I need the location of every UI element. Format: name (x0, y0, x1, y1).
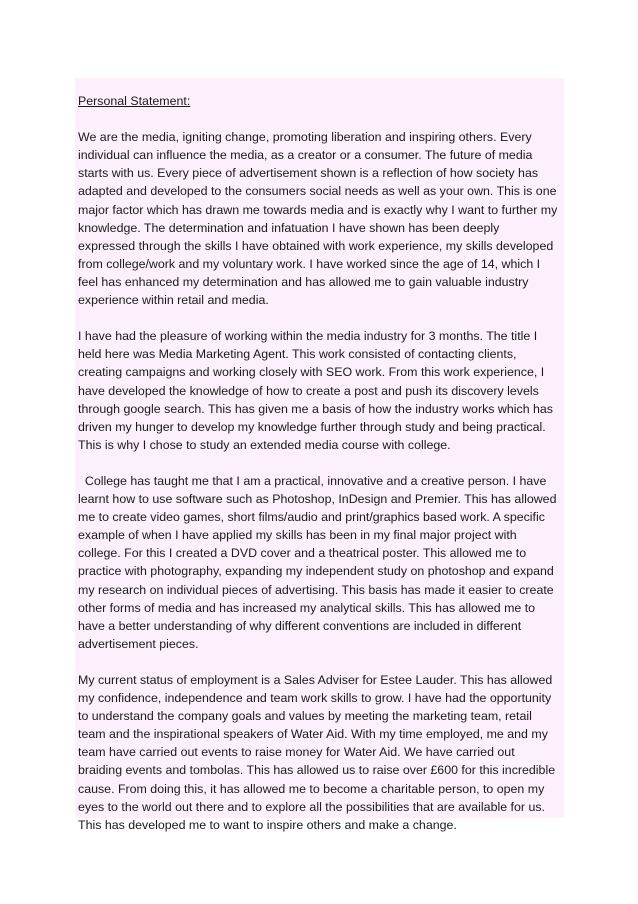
paragraph-work-experience: I have had the pleasure of working within the media industry for 3 months. The title I held here was Media Marketing Agent. This work consisted of contacting clients, creating campaigns and working closely with SEO work. From this work experience, I have developed the knowledge of how to create a post and push its discovery levels through google search. This has given me a basis of how the industry works which has driven my hunger to develop my knowledge further through study and being practical. This is why I chose to study an extended media course with college. (78, 329, 554, 452)
paragraph-employment: My current status of employment is a Sales Adviser for Estee Lauder. This has allowed my confidence, independence and team work skills to grow. I have had the opportunity to understand the company goals and values by meeting the marketing team, retail team and the inspirational speakers of Water Aid. With my time employed, me and my team have carried out events to raise money for Water Aid. We have carried out braiding events and tombolas. This has allowed us to raise over £600 for this incredible cause. From doing this, it has allowed me to become a charitable person, to open my eyes to the world out there and to explore all the possibilities that are available for us. This has developed me to want to inspire others and make a change. (78, 673, 556, 832)
document-heading: Personal Statement: (78, 94, 191, 108)
paragraph-intro: We are the media, igniting change, promoting liberation and inspiring others. Every individual can influence the media, as a creator or a consumer. The future of media starts with us. Every piece of advertisement shown is a reflection of how society has adapted and developed to the consumers social needs as well as your own. This is one major factor which has drawn me towards media and is exactly why I want to further my knowledge. The determination and infatuation I have shown has been deeply expressed through the skills I have obtained with work experience, my skills developed from college/work and my voluntary work. I have worked since the age of 14, which I feel has enhanced my determination and has allowed me to gain valuable industry experience within retail and media. (78, 130, 558, 308)
personal-statement-block (75, 78, 564, 832)
paragraph-college: College has taught me that I am a practical, innovative and a creative person. I have learnt how to use software such as Photoshop, InDesign and Premier. This has allowed me to create video games, short films/audio and print/graphics based work. A specific example of when I have applied my skills has been in my final major project with college. For this I created a DVD cover and a theatrical poster. This allowed me to practice with photography, expanding my independent study on photoshop and expand my research on individual pieces of advertising. This basis has made it easier to create other forms of media and has increased my analytical skills. This has allowed me to have a better understanding of why different conventions are included in different advertisement pieces. (78, 473, 560, 651)
